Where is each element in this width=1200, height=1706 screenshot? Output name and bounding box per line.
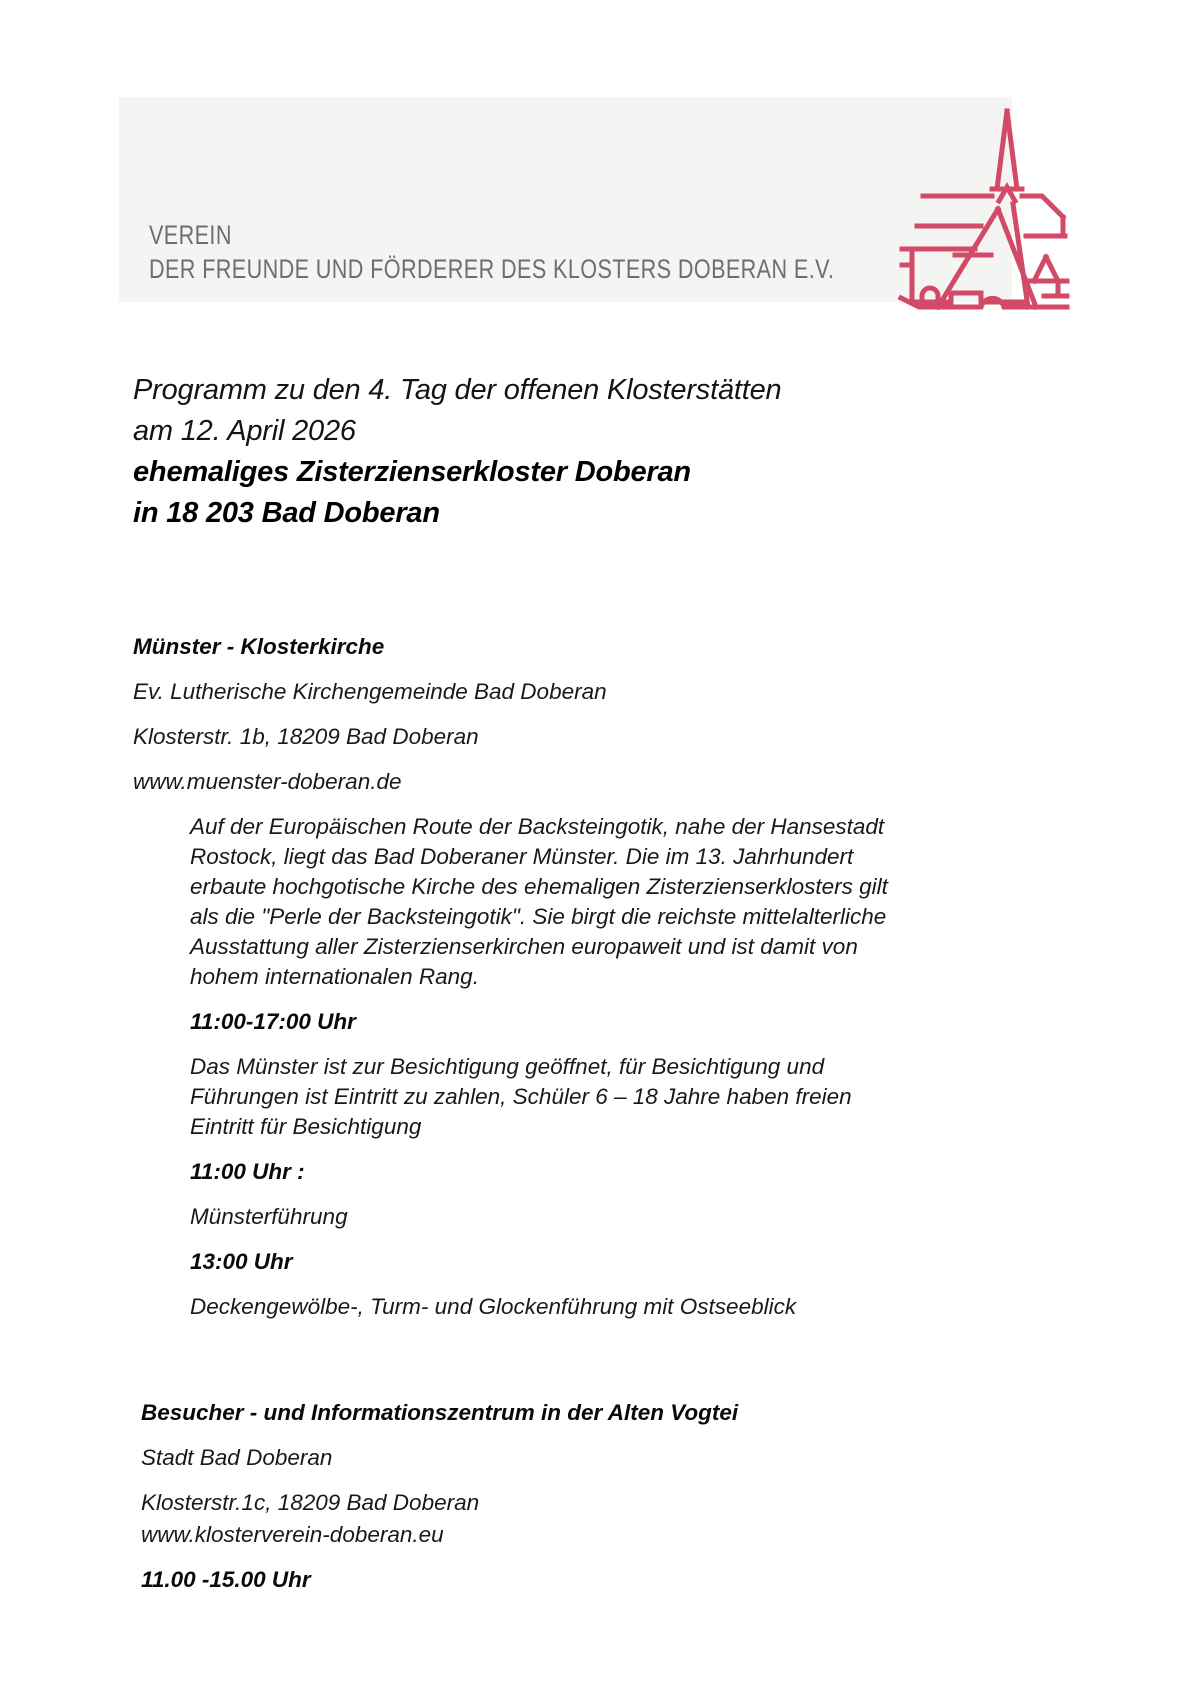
program-title [133,370,1133,534]
muenster-organization: Ev. Lutherische Kirchengemeinde Bad Doberan [133,679,607,704]
event2-time: 13:00 Uhr [190,1249,293,1274]
church-logo-icon [895,105,1075,310]
org-name [149,218,834,286]
event1-time: 11:00 Uhr : [190,1159,305,1184]
letterhead [119,97,1012,302]
vogtei-organization: Stadt Bad Doberan [141,1445,333,1470]
description-line: Rostock, liegt das Bad Doberaner Münster. Die im 13. Jahrhundert [190,844,854,869]
event1-title: Münsterführung [190,1204,348,1229]
vogtei-opening-hours: 11.00 -15.00 Uhr [141,1567,311,1592]
title-line-program: Programm zu den 4. Tag der offenen Klosterstätten [133,374,782,406]
description-line: Ausstattung aller Zisterzienserkirchen europaweit und ist damit von [190,934,858,959]
title-line-city: in 18 203 Bad Doberan [133,497,440,529]
admission-line: Eintritt für Besichtigung [190,1114,422,1139]
admission-line: Führungen ist Eintritt zu zahlen, Schüler 6 – 18 Jahre haben freien [190,1084,852,1109]
muenster-opening-hours: 11:00-17:00 Uhr [190,1009,356,1034]
vogtei-heading: Besucher - und Informationszentrum in der Alten Vogtei [141,1400,739,1425]
muenster-website: www.muenster-doberan.de [133,769,402,794]
event2-title: Deckengewölbe-, Turm- und Glockenführung mit Ostseeblick [190,1294,797,1319]
muenster-admission-note [190,1052,1133,1142]
church-logo-strokes [901,111,1067,307]
title-line-venue: ehemaliges Zisterzienserkloster Doberan [133,456,691,488]
org-name-line2: DER FREUNDE UND FÖRDERER DES KLOSTERS DOBERAN E.V. [149,254,835,284]
section-vogtei [141,1398,1133,1595]
description-line: Auf der Europäischen Route der Backsteingotik, nahe der Hansestadt [190,814,885,839]
section-muenster [133,632,1133,1322]
admission-line: Das Münster ist zur Besichtigung geöffnet, für Besichtigung und [190,1054,825,1079]
document-content [133,370,1133,1610]
description-line: erbaute hochgotische Kirche des ehemaligen Zisterzienserklosters gilt [190,874,888,899]
muenster-address: Klosterstr. 1b, 18209 Bad Doberan [133,724,479,749]
vogtei-website: www.klosterverein-doberan.eu [141,1522,444,1547]
description-line: hohem internationalen Rang. [190,964,479,989]
vogtei-address: Klosterstr.1c, 18209 Bad Doberan [141,1490,480,1515]
vogtei-address-block [141,1488,1133,1550]
title-line-date: am 12. April 2026 [133,415,356,447]
org-name-line1: VEREIN [149,220,232,250]
muenster-description [190,812,1133,992]
description-line: als die "Perle der Backsteingotik". Sie birgt die reichste mittelalterliche [190,904,887,929]
muenster-heading: Münster - Klosterkirche [133,634,385,659]
